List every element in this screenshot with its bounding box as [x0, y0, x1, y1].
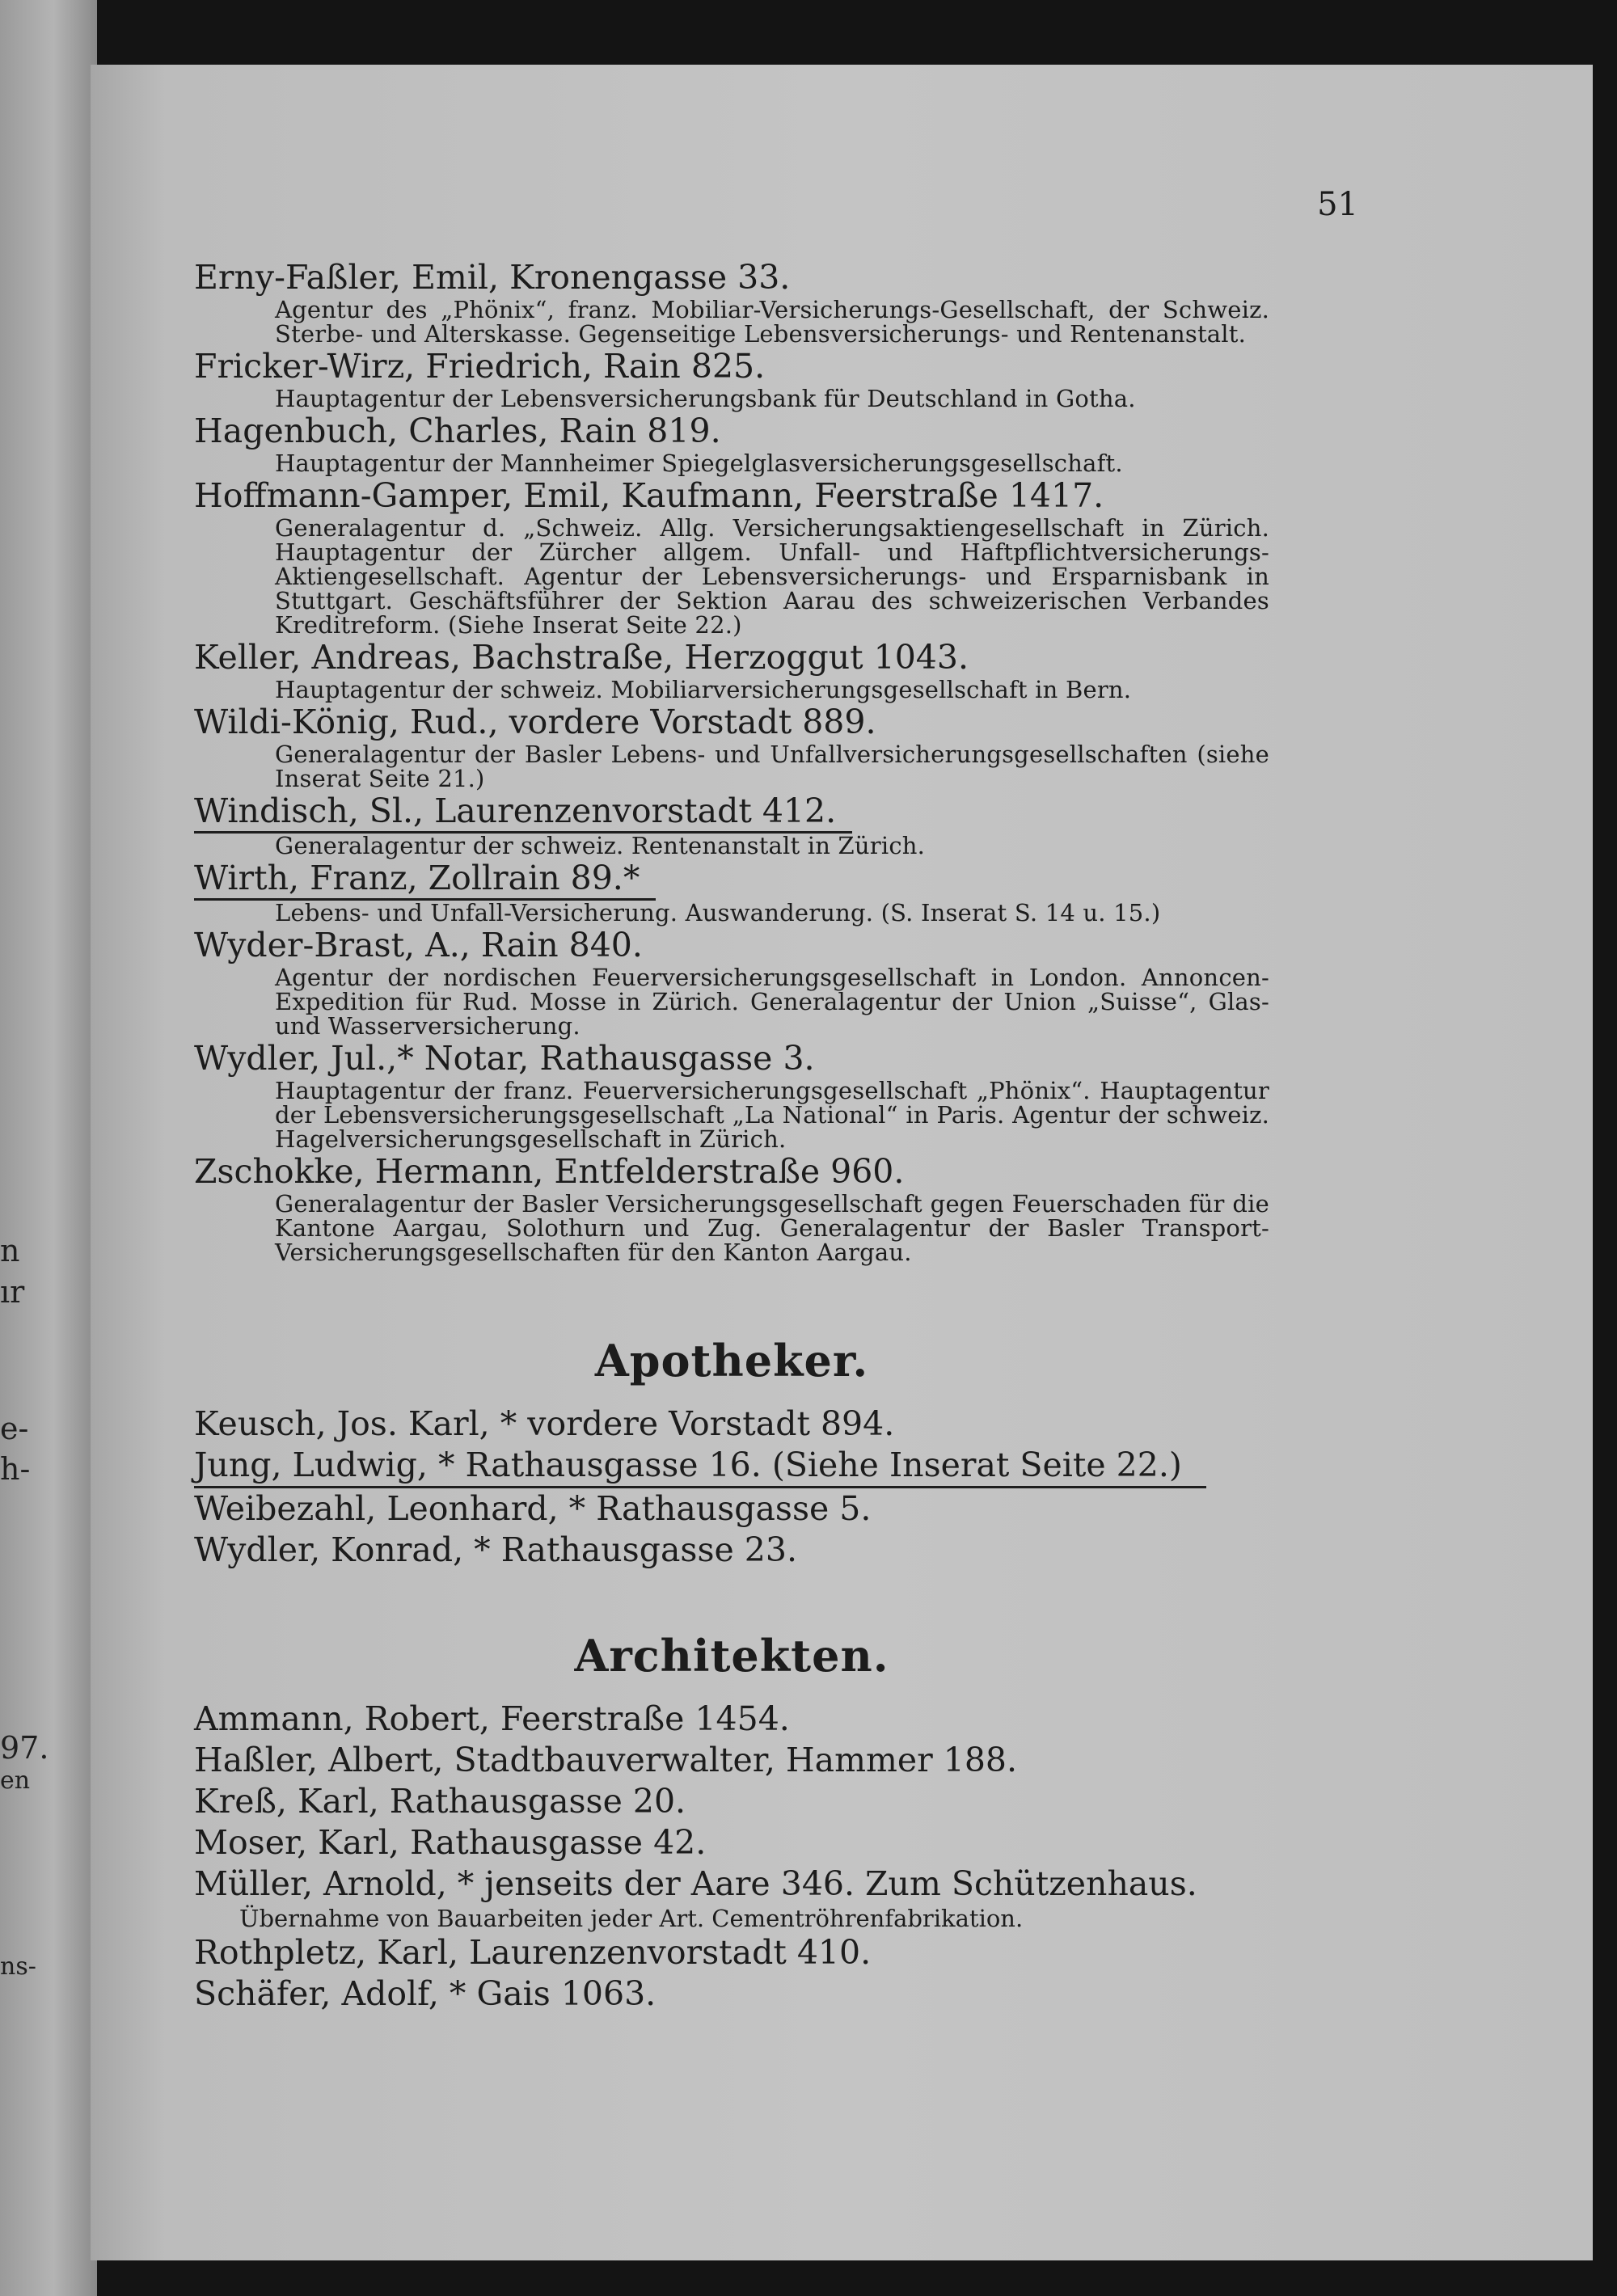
- directory-entry: [194, 637, 1269, 702]
- apotheker-entry: Keusch, Jos. Karl, * vordere Vorstadt 894.: [194, 1404, 895, 1443]
- directory-entry: [194, 1038, 1269, 1151]
- entry-name: Fricker-Wirz, Friedrich, Rain 825.: [194, 347, 766, 386]
- directory-entry: [194, 925, 1269, 1038]
- entry-name: Wyder-Brast, A., Rain 840.: [194, 926, 643, 964]
- directory-entry: [194, 858, 1269, 925]
- directory-entry: [194, 346, 1269, 411]
- directory-entry: [194, 257, 1269, 346]
- architekt-entry: Rothpletz, Karl, Laurenzenvorstadt 410.: [194, 1933, 872, 1972]
- page-content: [194, 257, 1269, 2015]
- apotheker-entry: Jung, Ludwig, * Rathausgasse 16. (Siehe Inserat Seite 22.): [194, 1445, 1206, 1488]
- entry-name: Erny-Faßler, Emil, Kronengasse 33.: [194, 258, 791, 297]
- page-number: 51: [1317, 186, 1358, 223]
- entry-description: Generalagentur d. „Schweiz. Allg. Versicherungsaktiengesellschaft in Zürich. Hauptagentur der Zürcher allgem. Unfall- und Haftpflichtversicherungs-Aktiengesellschaft. Agentur der Lebensversicherungs- und Ersparnisbank in Stuttgart. Geschäftsführer der Sektion Aarau des schweizerischen Verbandes Kreditreform. (Siehe Inserat Seite 22.): [275, 514, 1269, 639]
- entry-name: Hagenbuch, Charles, Rain 819.: [194, 412, 721, 450]
- architekt-entry: Müller, Arnold, * jenseits der Aare 346. Zum Schützenhaus.: [194, 1864, 1197, 1903]
- left-fragment: h-: [0, 1451, 31, 1487]
- entry-description: Agentur des „Phönix“, franz. Mobiliar-Versicherungs-Gesellschaft, der Schweiz. Sterbe- und Alterskasse. Gegenseitige Lebensversicherungs- und Rentenanstalt.: [275, 296, 1269, 348]
- directory-entry: [194, 1151, 1269, 1264]
- architekt-entry-note: Übernahme von Bauarbeiten jeder Art. Cementröhrenfabrikation.: [239, 1905, 1024, 1932]
- left-fragment: en: [0, 1766, 31, 1795]
- directory-entry: [194, 411, 1269, 475]
- apotheker-entry: Wydler, Konrad, * Rathausgasse 23.: [194, 1530, 797, 1569]
- entry-description: Lebens- und Unfall-Versicherung. Auswanderung. (S. Inserat S. 14 u. 15.): [275, 899, 1161, 926]
- entry-name: Wildi-König, Rud., vordere Vorstadt 889.: [194, 703, 876, 741]
- entry-description: Generalagentur der Basler Lebens- und Unfallversicherungsgesellschaften (siehe Inserat Seite 21.): [275, 741, 1269, 792]
- entry-name: Wirth, Franz, Zollrain 89.*: [194, 858, 656, 901]
- entry-description: Hauptagentur der schweiz. Mobiliarversicherungsgesellschaft in Bern.: [275, 676, 1132, 703]
- left-page-edge: [0, 0, 97, 2296]
- entry-description: Generalagentur der Basler Versicherungsgesellschaft gegen Feuerschaden für die Kantone Aargau, Solothurn und Zug. Generalagentur der Basler Transport-Versicherungsgesellschaften für den Kanton Aargau.: [275, 1190, 1269, 1266]
- apotheker-entry: Weibezahl, Leonhard, * Rathausgasse 5.: [194, 1489, 872, 1528]
- left-fragment: ır: [0, 1274, 25, 1310]
- directory-entry: [194, 791, 1269, 858]
- directory-entry: [194, 475, 1269, 637]
- left-fragment: n: [0, 1233, 20, 1268]
- entry-description: Hauptagentur der Lebensversicherungsbank für Deutschland in Gotha.: [275, 385, 1136, 412]
- architekt-entry: Kreß, Karl, Rathausgasse 20.: [194, 1782, 686, 1821]
- entry-name: Keller, Andreas, Bachstraße, Herzoggut 1043.: [194, 638, 969, 677]
- architekt-entry: Haßler, Albert, Stadtbauverwalter, Hammer 188.: [194, 1741, 1018, 1779]
- left-fragment: e-: [0, 1411, 29, 1446]
- directory-entry: [194, 702, 1269, 791]
- entry-name: Windisch, Sl., Laurenzenvorstadt 412.: [194, 791, 852, 834]
- entry-description: Agentur der nordischen Feuerversicherungsgesellschaft in London. Annoncen-Expedition für Rud. Mosse in Zürich. Generalagentur der Union „Suisse“, Glas- und Wasserversicherung.: [275, 964, 1269, 1040]
- entry-name: Wydler, Jul.,* Notar, Rathausgasse 3.: [194, 1039, 815, 1078]
- entry-name: Hoffmann-Gamper, Emil, Kaufmann, Feerstraße 1417.: [194, 476, 1104, 515]
- entry-description: Generalagentur der schweiz. Rentenanstalt in Zürich.: [275, 832, 926, 859]
- left-fragment: ns-: [0, 1952, 36, 1981]
- architekt-entry: Schäfer, Adolf, * Gais 1063.: [194, 1974, 657, 2013]
- entry-name: Zschokke, Hermann, Entfelderstraße 960.: [194, 1152, 905, 1191]
- architekt-entry: Moser, Karl, Rathausgasse 42.: [194, 1823, 707, 1862]
- entry-description: Hauptagentur der franz. Feuerversicherungsgesellschaft „Phönix“. Hauptagentur der Lebensversicherungsgesellschaft „La National“ in Paris. Agentur der schweiz. Hagelversicherungsgesellschaft in Zürich.: [275, 1077, 1269, 1153]
- section-heading-architekten: Architekten.: [574, 1630, 889, 1682]
- architekt-entry: Ammann, Robert, Feerstraße 1454.: [194, 1699, 790, 1738]
- left-fragment: 97.: [0, 1730, 49, 1766]
- entry-description: Hauptagentur der Mannheimer Spiegelglasversicherungsgesellschaft.: [275, 449, 1123, 477]
- section-heading-apotheker: Apotheker.: [594, 1335, 869, 1386]
